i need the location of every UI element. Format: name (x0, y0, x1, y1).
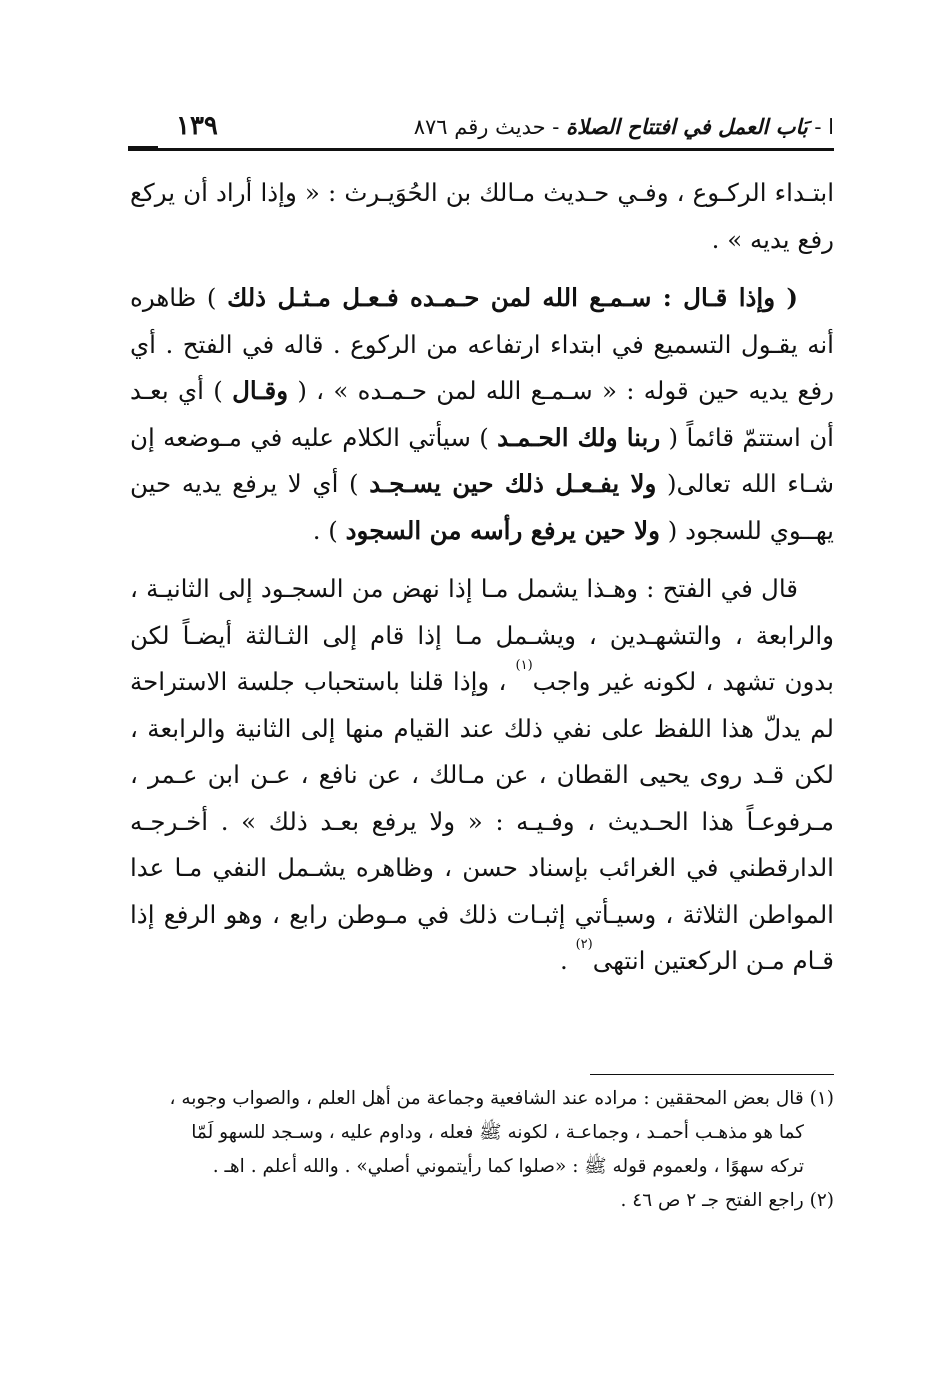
p2-text-3: ) سيأتي الكلام عليه في مـوضعه إن شـاء الله تعالى( (130, 422, 835, 498)
paragraph-2 (130, 275, 834, 554)
page-number: ١٣٩ (166, 110, 228, 142)
paragraph-1-text: ابتـداء الركـوع ، وفـي حـديث مـالك بن الحُوَيـرث : « وإذا أراد أن يركع رفع يديه » . (130, 178, 834, 254)
p2-bold-2: وقـال (232, 376, 289, 405)
hadith-reference: - حديث رقم ٨٧٦ (413, 115, 567, 139)
p3-text-1: قال في الفتح : وهـذا يشمل مـا إذا نهض من السجـود إلى الثانيـة ، والرابعة ، والتشهـدين ، ويشـمل مـا إذا قام إلى الثـالثة أيضـاً لكن بدون تشهد ، لكونه غير واجب (130, 574, 834, 696)
footnote-ref-2: (٢) (575, 937, 593, 952)
p3-text-2: ، وإذا قلنا باستحباب جلسة الاستراحة لم يدلّ هذا اللفظ على نفي ذلك عند القيام منها إلى الثانية والرابعة ، لكن قـد روى يحيى القطان ، عن مـالك ، عن نافع ، عـن ابن عـمر ، مـرفوعـاً هذا الحـديث ، وفـيـه : « ولا يرفع بعـد ذلك » . أخـرجـه الدارقطني في الغرائب بإسناد حسن ، وظاهره يشـمل النفي مـا عدا المواطن الثلاثة ، وسيـأتي إثبـات ذلك في مـوطن رابع ، وهو الرفع إذا قـام مـن الركعتين انتهى (130, 667, 834, 975)
header-rule (128, 148, 834, 151)
p2-bold-1: سـمـع الله لمن حـمـده فـعـل مـثـل ذلك (227, 283, 652, 312)
footnote-2: (٢) راجع الفتح جـ ٢ ص ٤٦ . (620, 1190, 834, 1211)
p2-bold-3: ربنا ولك الحـمـد (497, 422, 661, 452)
footnote-1-line-3: تركه سهوًا ، ولعموم قوله ﷺ : «صلوا كما رأيتموني أصلي» . والله أعلم . اهـ . (212, 1156, 804, 1177)
footnote-rule (590, 1074, 834, 1075)
p2-text-2: ) أي بعـد أن استتمّ قائماً ( (130, 376, 834, 452)
paragraph-1 (130, 170, 834, 263)
footnotes (130, 1082, 834, 1218)
p2-open: ( وإذا قـال : (651, 283, 799, 312)
footnote-1-line-2: كما هو مذهـب أحمـد ، وجماعـة ، لكونه ﷺ فعله ، وداوم عليه ، وسـجد للسهو لَمّا (191, 1122, 804, 1143)
chapter-title: بَاب العمل في افتتاح الصلاة (566, 114, 808, 139)
p2-bold-4: ولا يفـعـل ذلك حين يسـجـد (369, 469, 657, 498)
p3-text-3: . (560, 946, 576, 975)
p2-text-1: ) ظاهره أنه يقـول التسميع في ابتداء ارتفاعه من الركوع . قاله في الفتح . أي رفع يديه حين قوله : « سـمـع الله لمن حـمـده » ، ( (130, 283, 834, 405)
p2-bold-5: ولا حين يرفع رأسه من السجود (345, 515, 660, 545)
page-header (128, 108, 834, 154)
main-text (130, 170, 834, 985)
footnote-1-line-1: (١) قال بعض المحققين : مراده عند الشافعية وجماعة من أهل العلم ، والصواب وجوبه ، (169, 1088, 834, 1109)
running-head (404, 112, 834, 142)
paragraph-3 (130, 566, 834, 985)
p2-text-5: ) . (312, 515, 346, 545)
chapter-prefix: ا - (807, 115, 834, 139)
footnote-ref-1: (١) (515, 658, 533, 673)
p2-text-4: ) أي لا يرفع يديه حين يهــوي للسجود ( (130, 469, 834, 545)
header-dash (128, 146, 158, 150)
